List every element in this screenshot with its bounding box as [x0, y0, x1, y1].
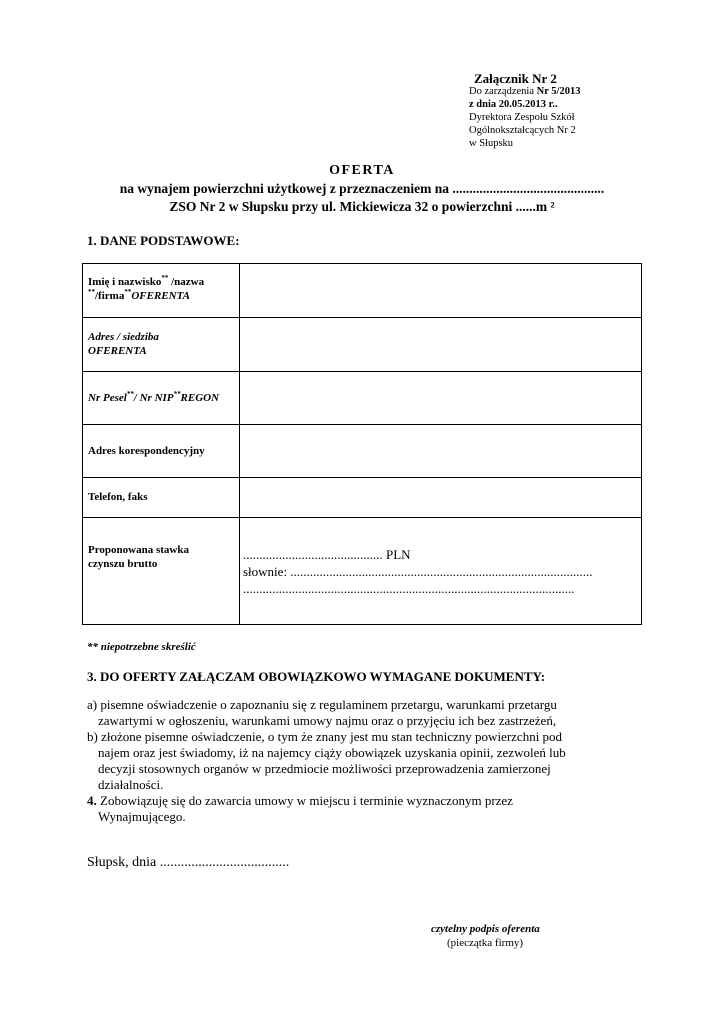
- list-item-4-line1: [87, 793, 566, 809]
- address-label-cell: [83, 318, 240, 372]
- name-label-cell: [83, 264, 240, 318]
- list-item-b-line3: decyzji stosownych organów w przedmiocie możliwości przeprowadzenia zamierzonej: [98, 761, 551, 776]
- table-row: [83, 478, 642, 518]
- ids-input-cell[interactable]: [240, 372, 642, 425]
- section-3-heading: 3. DO OFERTY ZAŁĄCZAM OBOWIĄZKOWO WYMAGANE DOKUMENTY:: [87, 669, 546, 684]
- list-item-a-line2: zawartymi w ogłoszeniu, warunkami umowy najmu oraz o przyjęciu ich bez zastrzeżeń,: [98, 713, 557, 728]
- rate-label-line1: Proponowana stawka: [88, 544, 189, 556]
- address-label-line1: Adres / siedziba: [88, 331, 159, 343]
- annex-decree-line: [469, 85, 580, 98]
- footnote-mark: **: [126, 390, 134, 398]
- ids-label-part: Nr Pesel: [88, 392, 127, 404]
- rate-words-line: słownie: .............................................................................................: [243, 564, 593, 579]
- table-row: [83, 518, 642, 625]
- offer-subtitle-line2: ZSO Nr 2 w Słupsku przy ul. Mickiewicza 32 o powierzchni ......m ²: [169, 199, 555, 214]
- footnote-mark: **: [173, 390, 181, 398]
- rate-label-line2: czynszu brutto: [88, 558, 158, 570]
- name-label-part: OFERENTA: [131, 290, 191, 302]
- section-1-heading: 1. DANE PODSTAWOWE:: [87, 233, 240, 248]
- stamp-label: (pieczątka firmy): [447, 937, 524, 949]
- phone-label-cell: [83, 478, 240, 518]
- table-row: [83, 372, 642, 425]
- annex-date: z dnia 20.05.2013 r..: [469, 99, 558, 110]
- ids-label-cell: [83, 372, 240, 425]
- list-item-b-line4: działalności.: [98, 777, 164, 792]
- list-item-4-text: Zobowiązuję się do zawarcia umowy w miejscu i terminie wyznaczonym przez: [96, 793, 513, 808]
- table-row: [83, 318, 642, 372]
- list-item-b-line1: b) złożone pisemne oświadczenie, o tym że znany jest mu stan techniczny powierzchni pod: [87, 729, 563, 744]
- address-input-cell[interactable]: [240, 318, 642, 372]
- phone-input-cell[interactable]: [240, 478, 642, 518]
- list-item-4-number: 4.: [87, 793, 97, 808]
- place-date: Słupsk, dnia .....................................: [87, 855, 290, 870]
- name-label-part: Imię i nazwisko: [88, 276, 162, 288]
- annex-school: Ogólnokształcących Nr 2: [469, 125, 576, 136]
- phone-label: Telefon, faks: [88, 491, 148, 503]
- name-label-part: /firma: [95, 290, 125, 302]
- footnote-mark: **: [124, 288, 132, 296]
- rate-label-cell: [83, 518, 240, 625]
- annex-director: Dyrektora Zespołu Szkół: [469, 112, 575, 123]
- footnote: ** niepotrzebne skreślić: [87, 641, 196, 653]
- name-label-part: /nazwa: [168, 276, 205, 288]
- annex-decree-number: Nr 5/2013: [536, 86, 581, 97]
- offer-title: OFERTA: [329, 163, 395, 178]
- ids-label-part: REGON: [180, 392, 220, 404]
- basic-data-table: [82, 263, 642, 625]
- annex-decree-prefix: Do zarządzenia: [469, 86, 537, 97]
- footnote-mark: **: [88, 288, 95, 296]
- table-row: [83, 264, 642, 318]
- list-item-4-line2: Wynajmującego.: [98, 809, 186, 824]
- name-input-cell[interactable]: [240, 264, 642, 318]
- annex-city: w Słupsku: [469, 138, 514, 149]
- correspondence-label-cell: [83, 425, 240, 478]
- annex-title: Załącznik Nr 2: [474, 71, 557, 86]
- rate-dots-line: ......................................................................................................: [243, 581, 575, 596]
- signature-label: czytelny podpis oferenta: [431, 923, 540, 935]
- table-row: [83, 425, 642, 478]
- correspondence-input-cell[interactable]: [240, 425, 642, 478]
- correspondence-label: Adres korespondencyjny: [88, 445, 205, 457]
- rate-input-cell[interactable]: [240, 518, 642, 625]
- documents-list: [87, 697, 566, 825]
- footnote-mark: **: [161, 274, 169, 282]
- list-item-a-line1: a) pisemne oświadczenie o zapoznaniu się z regulaminem przetargu, warunkami przetargu: [87, 697, 557, 712]
- offer-subtitle-line1: na wynajem powierzchni użytkowej z przeznaczeniem na .............................................: [119, 181, 605, 196]
- address-label-line2: OFERENTA: [88, 345, 147, 357]
- rate-pln-line: ........................................... PLN: [243, 547, 411, 562]
- ids-label-part: / Nr NIP: [133, 392, 174, 404]
- list-item-b-line2: najem oraz jest świadomy, iż na najemcy ciąży obowiązek uzyskania opinii, zezwoleń lub: [98, 745, 566, 760]
